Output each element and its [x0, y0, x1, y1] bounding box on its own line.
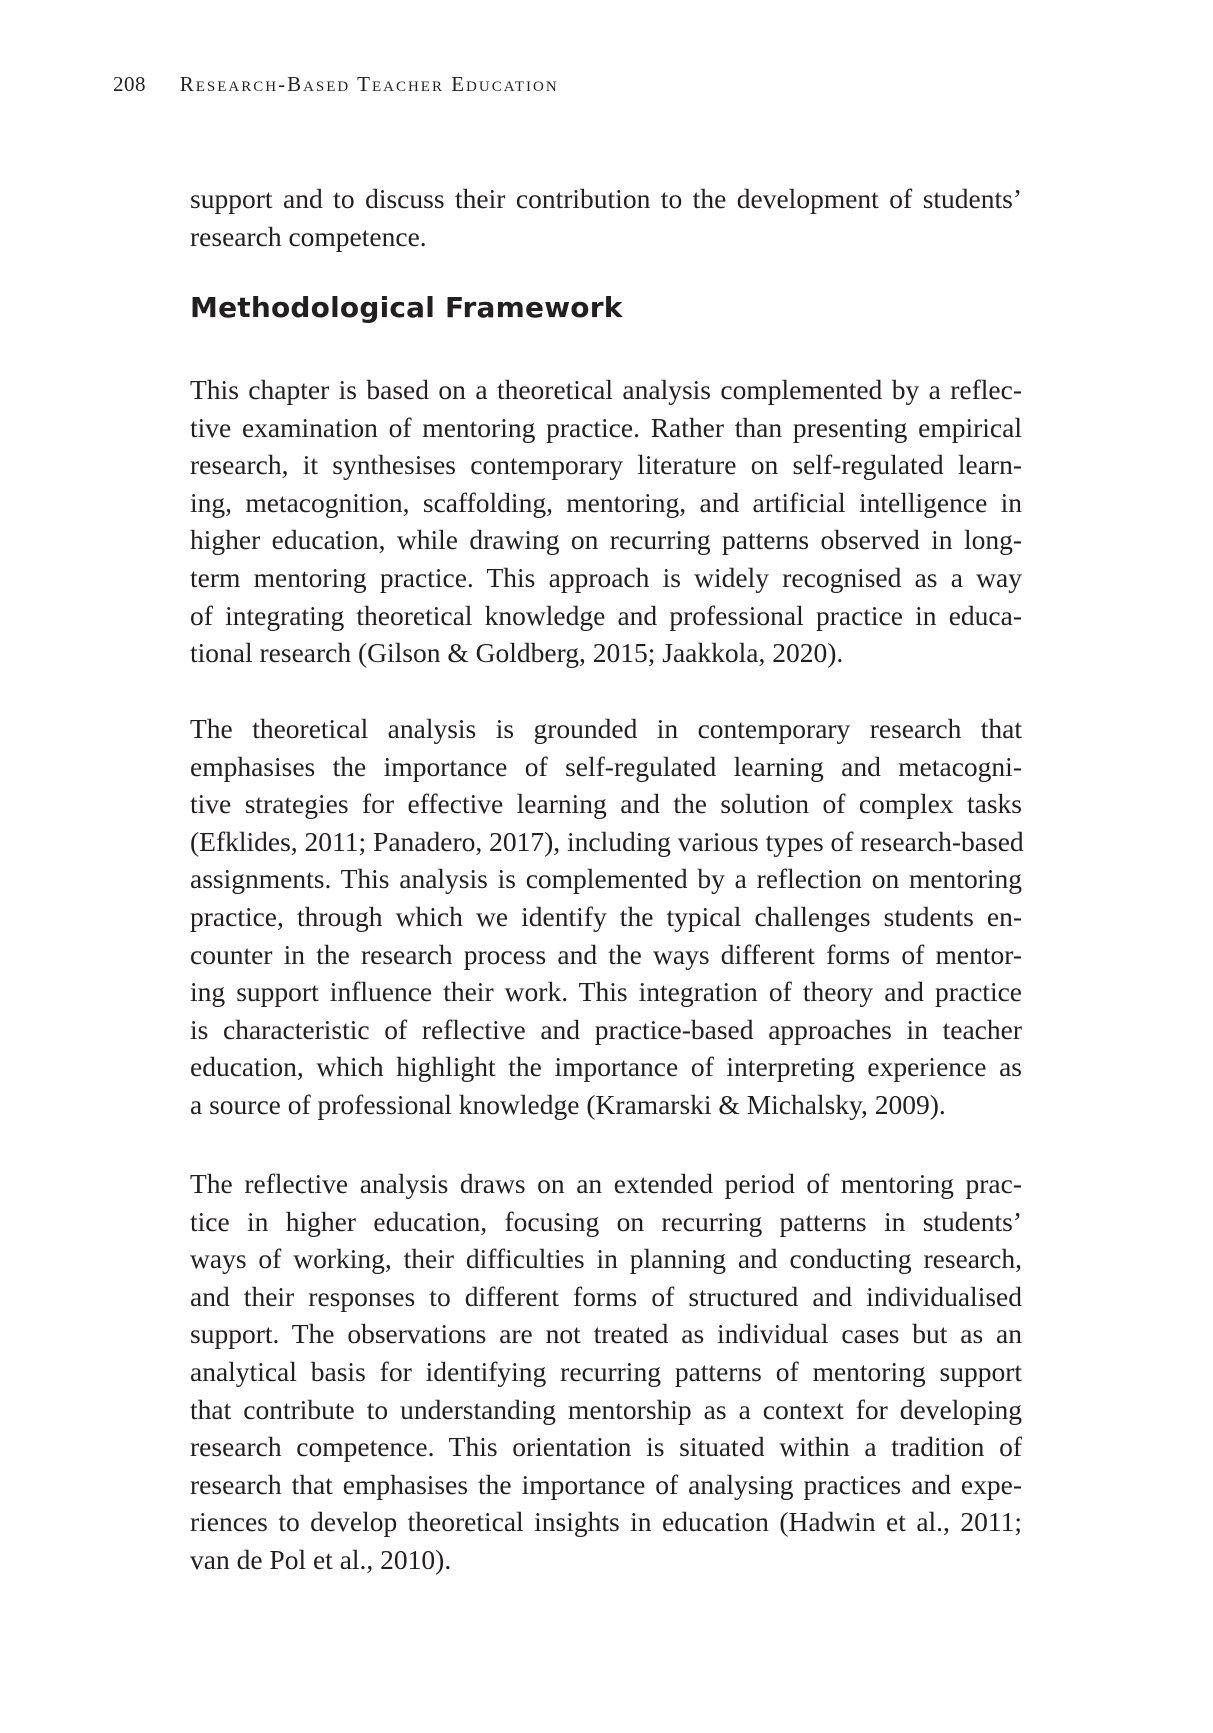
paragraph-line: This chapter is based on a theoretical analysis complemented by a reflec-: [190, 374, 1022, 405]
paragraph-line: assignments. This analysis is complemented by a reflection on mentoring: [190, 863, 1022, 895]
paragraph-line: tive strategies for effective learning and the solution of complex tasks: [190, 788, 1022, 820]
body-paragraph-1: [190, 371, 1022, 672]
running-title: Research-Based Teacher Education: [179, 72, 559, 96]
paragraph-line: term mentoring practice. This approach is widely recognised as a way: [190, 561, 1022, 593]
paragraph-line: van de Pol et al., 2010).: [190, 1543, 452, 1575]
paragraph-line: research, it synthesises contemporary literature on self-regulated learn-: [190, 449, 1022, 481]
paragraph-line: is characteristic of reflective and practice-based approaches in teacher: [190, 1013, 1022, 1045]
paragraph-line: tional research (Gilson & Goldberg, 2015; Jaakkola, 2020).: [190, 637, 844, 669]
body-paragraph-3: [190, 1165, 1022, 1579]
paragraph-line: tive examination of mentoring practice. Rather than presenting empirical: [190, 411, 1022, 443]
paragraph-line: research competence. This orientation is situated within a tradition of: [190, 1431, 1022, 1463]
paragraph-line: The reflective analysis draws on an extended period of mentoring prac-: [190, 1168, 1022, 1199]
running-head: [113, 72, 559, 97]
paragraph-line: of integrating theoretical knowledge and professional practice in educa-: [190, 599, 1022, 631]
page-number: 208: [113, 72, 146, 96]
paragraph-line: research that emphasises the importance of analysing practices and expe-: [190, 1468, 1022, 1500]
paragraph-line: analytical basis for identifying recurring patterns of mentoring support: [190, 1355, 1022, 1387]
paragraph-line: ing, metacognition, scaffolding, mentoring, and artificial intelligence in: [190, 486, 1022, 518]
paragraph-line: education, which highlight the importance of interpreting experience as: [190, 1051, 1022, 1083]
paragraph-line: (Efklides, 2011; Panadero, 2017), including various types of research-based: [190, 825, 1024, 857]
body-paragraph-2: [190, 710, 1022, 1124]
intro-paragraph: [190, 180, 1022, 255]
paragraph-line: and their responses to different forms of structured and individualised: [190, 1280, 1022, 1312]
paragraph-line: counter in the research process and the ways different forms of mentor-: [190, 938, 1022, 970]
paragraph-line: emphasises the importance of self-regulated learning and metacogni-: [190, 750, 1022, 782]
paragraph-line: practice, through which we identify the typical challenges students en-: [190, 900, 1022, 932]
paragraph-line: ways of working, their difficulties in planning and conducting research,: [190, 1243, 1022, 1275]
paragraph-line: support and to discuss their contribution to the development of students’: [190, 183, 1022, 214]
paragraph-line: research competence.: [190, 220, 427, 252]
paragraph-line: support. The observations are not treated as individual cases but as an: [190, 1318, 1022, 1350]
paragraph-line: The theoretical analysis is grounded in contemporary research that: [190, 713, 1022, 744]
paragraph-line: tice in higher education, focusing on recurring patterns in students’: [190, 1205, 1022, 1237]
paragraph-line: that contribute to understanding mentorship as a context for developing: [190, 1393, 1022, 1425]
paragraph-line: higher education, while drawing on recurring patterns observed in long-: [190, 524, 1022, 556]
section-heading: Methodological Framework: [190, 291, 623, 324]
paragraph-line: a source of professional knowledge (Kramarski & Michalsky, 2009).: [190, 1088, 946, 1120]
paragraph-line: ing support influence their work. This integration of theory and practice: [190, 976, 1022, 1008]
paragraph-line: riences to develop theoretical insights in education (Hadwin et al., 2011;: [190, 1506, 1022, 1538]
